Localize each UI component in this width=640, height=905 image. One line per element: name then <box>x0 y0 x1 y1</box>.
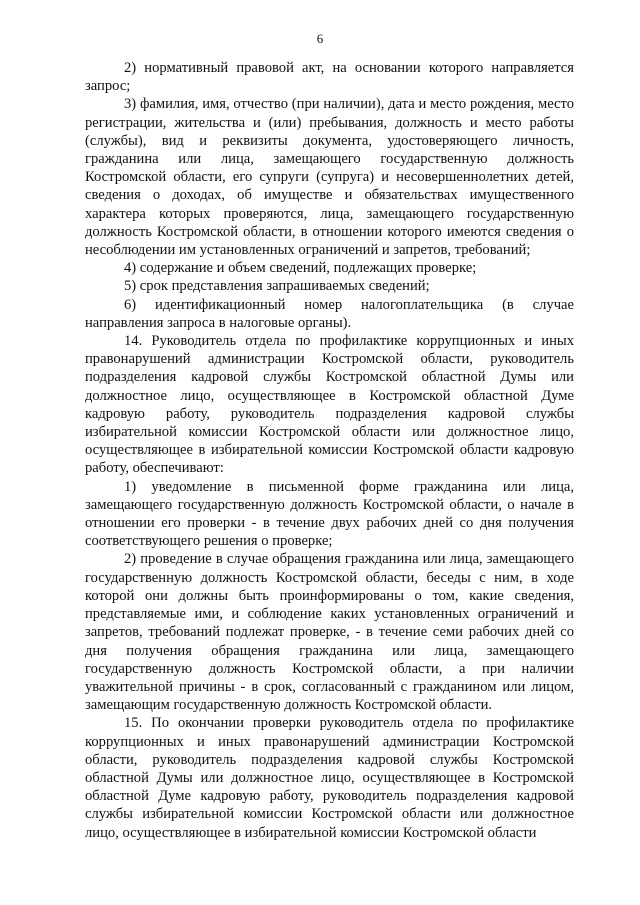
paragraph-item-2: 2) нормативный правовой акт, на основании которого направляется запрос; <box>85 60 574 95</box>
paragraph-section-15: 15. По окончании проверки руководитель отдела по профилактике коррупционных и иных правонарушений администрации Костромской области, руководитель подразделения кадровой службы Костромской областной Думы или должностное лицо, осуществляющее в Костромской областной Думе кадровую работу, руководитель подразделения кадровой службы избирательной комиссии Костромской области или должностное лицо, осуществляющее в избирательной комиссии Костромской области <box>85 715 574 841</box>
paragraph-section-14-item-2: 2) проведение в случае обращения гражданина или лица, замещающего государственную должность Костромской области, беседы с ним, в ходе которой они должны быть проинформированы о том, какие сведения, представляемые ими, и соблюдение каких установленных ограничений и запретов, требований подлежат проверке, - в течение семи рабочих дней со дня получения обращения гражданина или лица, замещающего государственную должность Костромской области, а при наличии уважительной причины - в срок, согласованный с гражданином или лицом, замещающим государственную должность Костромской области. <box>85 551 574 714</box>
document-body <box>85 59 574 842</box>
paragraph-section-14-item-1: 1) уведомление в письменной форме гражданина или лица, замещающего государственную должность Костромской области, о начале в отношении его проверки - в течение двух рабочих дней со дня получения соответствующего решения о проверке; <box>85 478 574 550</box>
page-number: 6 <box>316 31 324 46</box>
paragraph-item-5: 5) срок представления запрашиваемых сведений; <box>124 278 430 295</box>
paragraph-item-6: 6) идентификационный номер налогоплательщика (в случае направления запроса в налоговые органы). <box>85 296 574 331</box>
paragraph-section-14: 14. Руководитель отдела по профилактике коррупционных и иных правонарушений администрации Костромской области, руководитель подразделения кадровой службы Костромской областной Думы или должностное лицо, осуществляющее в Костромской областной Думе кадровую работу, руководитель подразделения кадровой службы избирательной комиссии Костромской области или должностное лицо, осуществляющее в избирательной комиссии Костромской области кадровую работу, обеспечивают: <box>85 333 574 477</box>
paragraph-item-4: 4) содержание и объем сведений, подлежащих проверке; <box>124 260 477 277</box>
paragraph-item-3: 3) фамилия, имя, отчество (при наличии), дата и место рождения, место регистрации, жительства и (или) пребывания, должность и место работы (службы), вид и реквизиты документа, удостоверяющего личность, гражданина или лица, замещающего государственную должность Костромской области, его супруги (супруга) и несовершеннолетних детей, сведения о доходах, об имуществе и обязательствах имущественного характера которых проверяются, лица, замещающего государственную должность Костромской области, в отношении которого имеются сведения о несоблюдении им установленных ограничений и запретов, требований; <box>85 96 574 259</box>
